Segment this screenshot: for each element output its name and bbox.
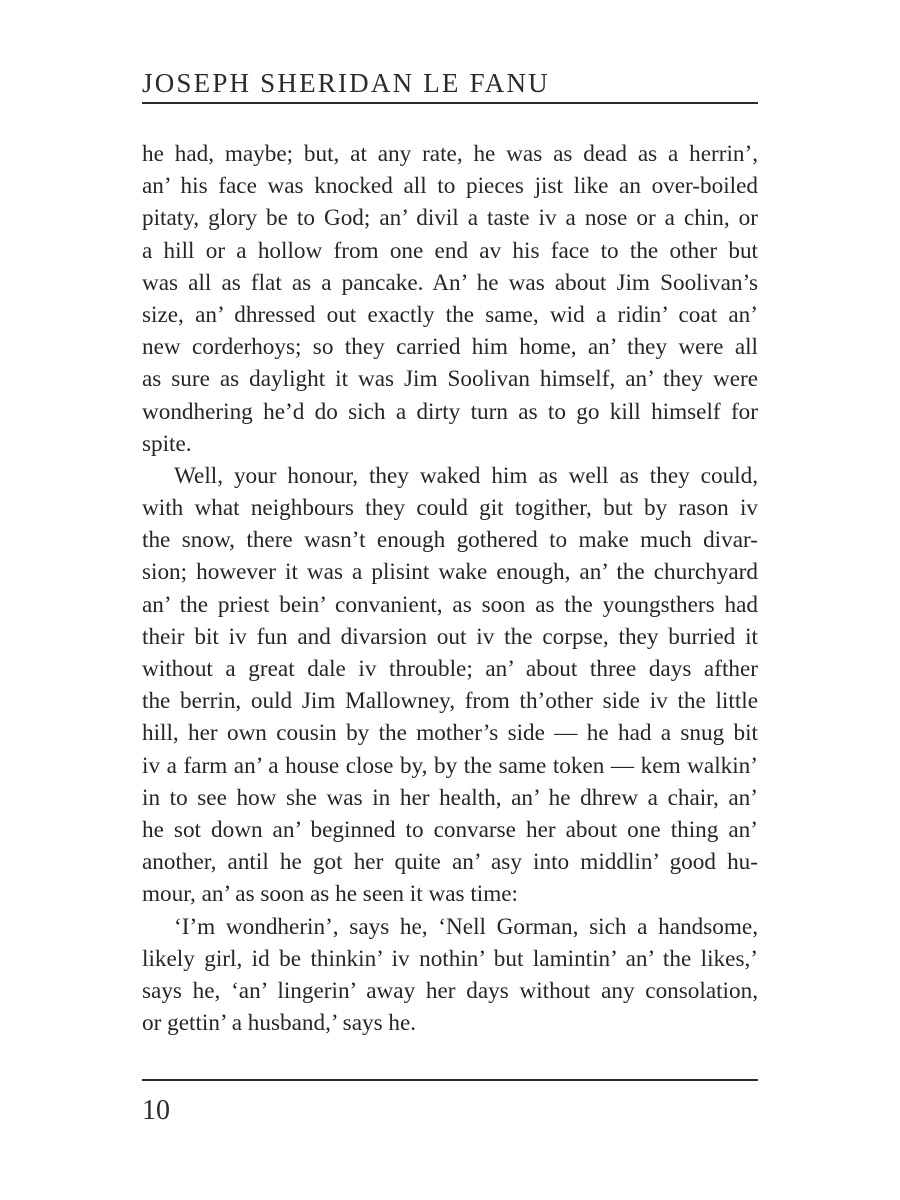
paragraph-2 bbox=[142, 460, 758, 911]
text-line: iv a farm an’ a house close by, by the same token — kem walkin’ bbox=[142, 752, 758, 779]
text-line: pitaty, glory be to God; an’ divil a taste iv a nose or a chin, or bbox=[142, 205, 758, 232]
text-line: size, an’ dhressed out exactly the same, wid a ridin’ coat an’ bbox=[142, 301, 758, 328]
text-line: the berrin, ould Jim Mallowney, from th’other side iv the little bbox=[142, 688, 758, 715]
text-line: says he, ‘an’ lingerin’ away her days without any consolation, bbox=[142, 977, 758, 1004]
text-line: he had, maybe; but, at any rate, he was as dead as a herrin’, bbox=[142, 141, 758, 167]
text-line: without a great dale iv throuble; an’ about three days afther bbox=[142, 656, 758, 682]
text-line: hill, her own cousin by the mother’s side — he had a snug bit bbox=[142, 720, 758, 747]
text-line: or gettin’ a husband,’ says he. bbox=[142, 1010, 417, 1037]
text-line: in to see how she was in her health, an’ he dhrew a chair, an’ bbox=[142, 784, 758, 811]
text-line: wondhering he’d do sich a dirty turn as to go kill himself for bbox=[142, 398, 758, 425]
text-line: sion; however it was a plisint wake enough, an’ the churchyard bbox=[142, 559, 758, 586]
text-line: new corderhoys; so they carried him home, an’ they were all bbox=[142, 334, 758, 361]
text-line: spite. bbox=[142, 430, 192, 457]
text-line: was all as flat as a pancake. An’ he was about Jim Soolivan’s bbox=[142, 269, 758, 296]
page-number: 10 bbox=[142, 1095, 170, 1126]
text-line: the snow, there wasn’t enough gothered to make much divar- bbox=[142, 527, 758, 554]
text-line: Well, your honour, they waked him as well as they could, bbox=[174, 462, 758, 489]
text-line: their bit iv fun and divarsion out iv the corpse, they burried it bbox=[142, 623, 758, 650]
paragraph-1 bbox=[142, 138, 758, 460]
text-line: ‘I’m wondherin’, says he, ‘Nell Gorman, sich a handsome, bbox=[174, 913, 758, 940]
header-rule bbox=[142, 102, 758, 104]
text-line: mour, an’ as soon as he seen it was time: bbox=[142, 881, 518, 908]
text-line: he sot down an’ beginned to convarse her about one thing an’ bbox=[142, 816, 758, 843]
text-line: another, antil he got her quite an’ asy into middlin’ good hu- bbox=[142, 849, 758, 876]
running-header: JOSEPH SHERIDAN LE FANU bbox=[142, 68, 550, 98]
body-text bbox=[142, 138, 758, 1039]
paragraph-3 bbox=[142, 911, 758, 1040]
text-line: a hill or a hollow from one end av his face to the other but bbox=[142, 237, 758, 264]
text-line: with what neighbours they could git togither, but by rason iv bbox=[142, 495, 758, 522]
footer-rule bbox=[142, 1079, 758, 1081]
text-line: likely girl, id be thinkin’ iv nothin’ but lamintin’ an’ the likes,’ bbox=[142, 945, 758, 972]
text-line: as sure as daylight it was Jim Soolivan himself, an’ they were bbox=[142, 366, 758, 393]
text-line: an’ his face was knocked all to pieces jist like an over-boiled bbox=[142, 173, 758, 200]
text-line: an’ the priest bein’ convanient, as soon as the youngsthers had bbox=[142, 591, 758, 618]
